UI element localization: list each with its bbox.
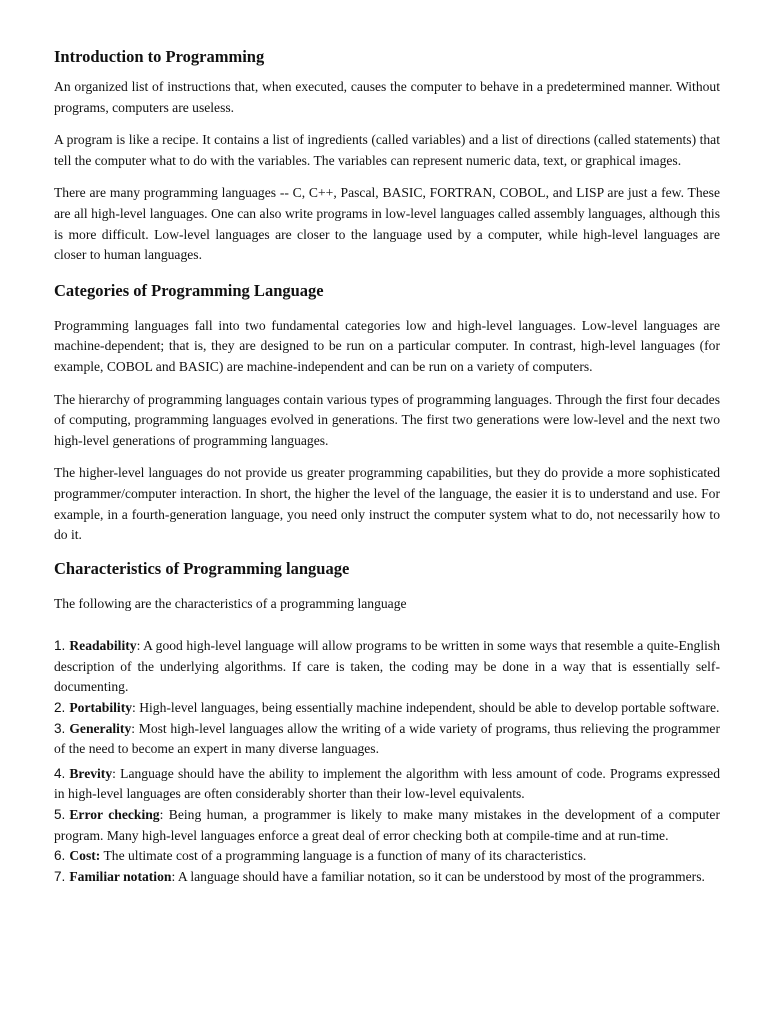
categories-paragraph-3: The higher-level languages do not provide us greater programming capabilities, but they do provide a more sophisticated programmer/computer interaction. In short, the higher the level of the language, the easier it is to understand and use. For example, in a fourth-generation language, you need only instruct the computer system what to do, not necessarily how to do it.	[54, 465, 720, 543]
intro-heading: Introduction to Programming	[54, 47, 265, 66]
item-separator: :	[131, 720, 136, 736]
item-separator: :	[159, 807, 164, 823]
list-item	[54, 805, 720, 846]
item-number: 7.	[54, 868, 66, 884]
intro-paragraph-3: There are many programming languages -- C, C++, Pascal, BASIC, FORTRAN, COBOL, and LISP are just a few. These are all high-level languages. One can also write programs in low-level languages called assembly languages, although this is more difficult. Low-level languages are closer to the language used by a computer, while high-level languages are closer to human languages.	[54, 185, 720, 263]
item-separator: :	[171, 868, 176, 884]
item-text: The ultimate cost of a programming language is a function of many of its characteristics.	[100, 848, 587, 864]
item-term: Error checking	[69, 807, 160, 823]
item-term: Brevity	[69, 765, 113, 781]
item-text: High-level languages, being essentially machine independent, should be able to develop portable software.	[135, 700, 720, 716]
item-text: Language should have the ability to implement the algorithm with less amount of code. Programs expressed in high-level languages are often considerably shorter than their low-level equivalents.	[54, 765, 720, 802]
item-text: Most high-level languages allow the writing of a wide variety of programs, thus relieving the programmer of the need to become an expert in many diverse languages.	[54, 720, 720, 757]
list-item	[54, 846, 720, 867]
characteristics-heading: Characteristics of Programming language	[54, 558, 350, 578]
list-item	[54, 636, 720, 698]
item-term: Familiar notation	[69, 868, 172, 884]
intro-paragraph-1: An organized list of instructions that, when executed, causes the computer to behave in a predetermined manner. Without programs, computers are useless.	[54, 79, 720, 115]
item-text: Being human, a programmer is likely to make many mistakes in the development of a computer program. Many high-level languages enforce a great deal of error checking both at compile-time and at run-time.	[54, 807, 720, 843]
item-term: Generality	[69, 720, 132, 736]
item-term: Cost:	[69, 848, 101, 864]
item-separator: :	[132, 700, 136, 716]
item-number: 2.	[54, 700, 66, 716]
characteristics-list	[54, 636, 720, 887]
categories-paragraph-1: Programming languages fall into two fundamental categories low and high-level languages. Low-level languages are machine-dependent; that is, they are designed to be run on a particular computer. In contrast, high-level languages (for example, COBOL and BASIC) are machine-independent and can be run on a variety of computers.	[54, 317, 720, 374]
intro-paragraph-2: A program is like a recipe. It contains a list of ingredients (called variables) and a list of directions (called statements) that tell the computer what to do with the variables. The variables can represent numeric data, text, or graphical images.	[54, 132, 720, 168]
item-number: 6.	[54, 848, 66, 864]
item-number: 3.	[54, 720, 66, 736]
categories-paragraph-2: The hierarchy of programming languages contain various types of programming languages. Through the first four decades of computing, programming languages evolved in generations. The first two generations were low-level and the next two high-level generations of programming languages.	[54, 391, 720, 448]
item-term: Readability	[69, 638, 137, 654]
list-item	[54, 719, 720, 760]
list-item	[54, 698, 720, 719]
list-item	[54, 764, 720, 805]
item-separator: :	[136, 638, 141, 654]
list-item	[54, 867, 720, 888]
item-text: A language should have a familiar notation, so it can be understood by most of the programmers.	[175, 868, 705, 884]
item-number: 5.	[54, 807, 66, 823]
item-number: 4.	[54, 765, 66, 781]
categories-heading: Categories of Programming Language	[54, 280, 324, 300]
item-number: 1.	[54, 638, 66, 654]
item-text: A good high-level language will allow programs to be written in some ways that resemble a quite-English description of the underlying algorithms. If care is taken, the coding may be done in a way that is essentially self-documenting.	[54, 638, 720, 695]
characteristics-intro: The following are the characteristics of a programming language	[54, 595, 407, 611]
item-separator: :	[112, 765, 116, 781]
item-term: Portability	[69, 700, 133, 716]
